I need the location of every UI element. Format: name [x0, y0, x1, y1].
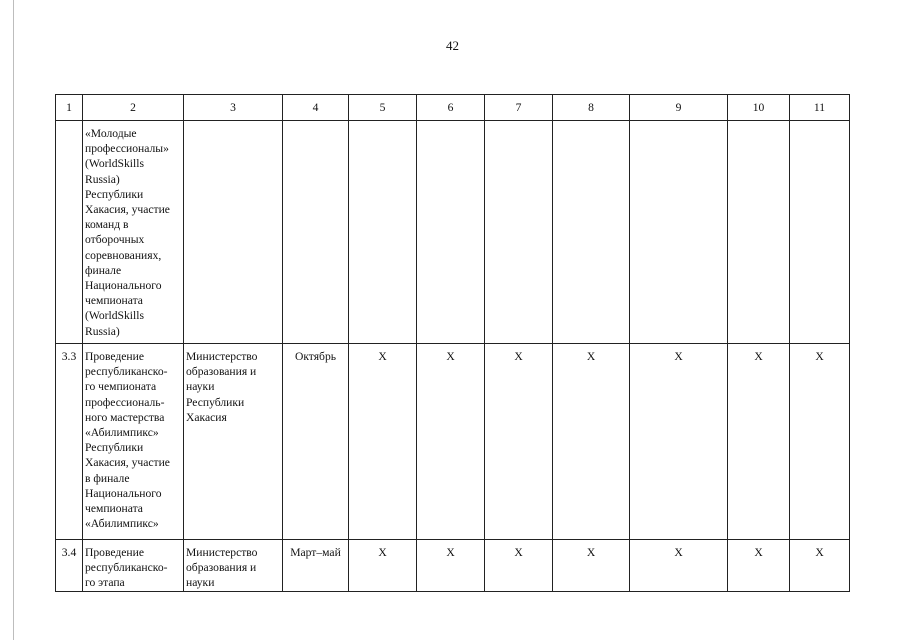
event-description-line: чемпионата: [85, 294, 143, 308]
mark-cell: Х: [790, 540, 850, 592]
event-description: [83, 344, 184, 540]
mark-cell: [728, 121, 790, 344]
event-description-line: Проведение: [85, 546, 144, 559]
mark-cell: Х: [728, 344, 790, 540]
header-cell: 11: [790, 95, 850, 121]
event-description: [83, 540, 184, 592]
responsible-organization-line: науки: [186, 380, 215, 394]
event-description-line: профессионалы»: [85, 142, 169, 156]
mark-cell: [485, 121, 553, 344]
mark-cell: Х: [728, 540, 790, 592]
responsible-organization-line: образования и: [186, 561, 257, 575]
mark-cell: [790, 121, 850, 344]
event-description-line: ного мастерства: [85, 410, 165, 424]
responsible-organization: [184, 121, 283, 344]
row-number: 3.4: [56, 540, 83, 592]
header-cell: 7: [485, 95, 553, 121]
data-table: [55, 94, 850, 592]
header-cell: 3: [184, 95, 283, 121]
header-cell: 4: [283, 95, 349, 121]
responsible-organization: [184, 540, 283, 592]
event-description-line: соревнованиях,: [85, 248, 162, 262]
mark-cell: [349, 121, 417, 344]
header-cell: 8: [553, 95, 630, 121]
responsible-organization: [184, 344, 283, 540]
header-cell: 2: [83, 95, 184, 121]
event-description-line: «Абилимпикс»: [85, 517, 159, 531]
period-cell: Октябрь: [283, 344, 349, 540]
row-number: 3.3: [56, 344, 83, 540]
event-description-line: чемпионата: [85, 502, 143, 516]
mark-cell: [417, 121, 485, 344]
event-description-line: Хакасия, участие: [85, 456, 170, 470]
mark-cell: Х: [349, 344, 417, 540]
event-description-line: Проведение: [85, 350, 144, 363]
event-description-line: го этапа: [85, 576, 125, 590]
event-description-line: (WorldSkills: [85, 309, 144, 323]
responsible-organization-line: науки: [186, 576, 215, 590]
event-description-line: го чемпионата: [85, 380, 157, 394]
event-description-line: Хакасия, участие: [85, 203, 170, 217]
scan-edge-line: [13, 0, 14, 640]
header-row: [56, 95, 850, 121]
row-number: [56, 121, 83, 344]
event-description-line: (WorldSkills: [85, 157, 144, 171]
mark-cell: Х: [485, 540, 553, 592]
mark-cell: Х: [485, 344, 553, 540]
responsible-organization-line: Хакасия: [186, 410, 227, 424]
mark-cell: Х: [553, 344, 630, 540]
responsible-organization-line: Республики: [186, 395, 245, 409]
event-description-line: Russia): [85, 324, 120, 338]
event-description-line: республиканско-: [85, 561, 168, 575]
mark-cell: Х: [417, 540, 485, 592]
mark-cell: Х: [553, 540, 630, 592]
header-cell: 5: [349, 95, 417, 121]
table-row: [56, 121, 850, 344]
table-row: [56, 344, 850, 540]
event-description-line: Национального: [85, 279, 162, 293]
mark-cell: Х: [790, 344, 850, 540]
event-description-line: команд в: [85, 218, 129, 232]
mark-cell: Х: [349, 540, 417, 592]
page-number: 42: [446, 38, 459, 53]
responsible-organization-line: Министерство: [186, 546, 258, 559]
event-description-line: отборочных: [85, 233, 145, 247]
mark-cell: Х: [630, 540, 728, 592]
event-description-line: в финале: [85, 471, 130, 485]
header-cell: 6: [417, 95, 485, 121]
event-description-line: «Абилимпикс»: [85, 426, 159, 440]
event-description-line: профессиональ-: [85, 395, 165, 409]
header-cell: 9: [630, 95, 728, 121]
header-cell: 1: [56, 95, 83, 121]
mark-cell: Х: [417, 344, 485, 540]
responsible-organization-line: образования и: [186, 365, 257, 379]
period-cell: [283, 121, 349, 344]
event-description-line: финале: [85, 263, 122, 277]
event-description: [83, 121, 184, 344]
mark-cell: Х: [630, 344, 728, 540]
header-cell: 10: [728, 95, 790, 121]
mark-cell: [553, 121, 630, 344]
table-body: [56, 95, 850, 592]
event-description-line: Национального: [85, 486, 162, 500]
period-cell: Март–май: [283, 540, 349, 592]
event-description-line: Республики: [85, 441, 144, 455]
event-description-line: Республики: [85, 187, 144, 201]
event-description-line: республиканско-: [85, 365, 168, 379]
responsible-organization-line: Министерство: [186, 350, 258, 363]
event-description-line: «Молодые: [85, 127, 137, 140]
table-row: [56, 540, 850, 592]
mark-cell: [630, 121, 728, 344]
event-description-line: Russia): [85, 172, 120, 186]
